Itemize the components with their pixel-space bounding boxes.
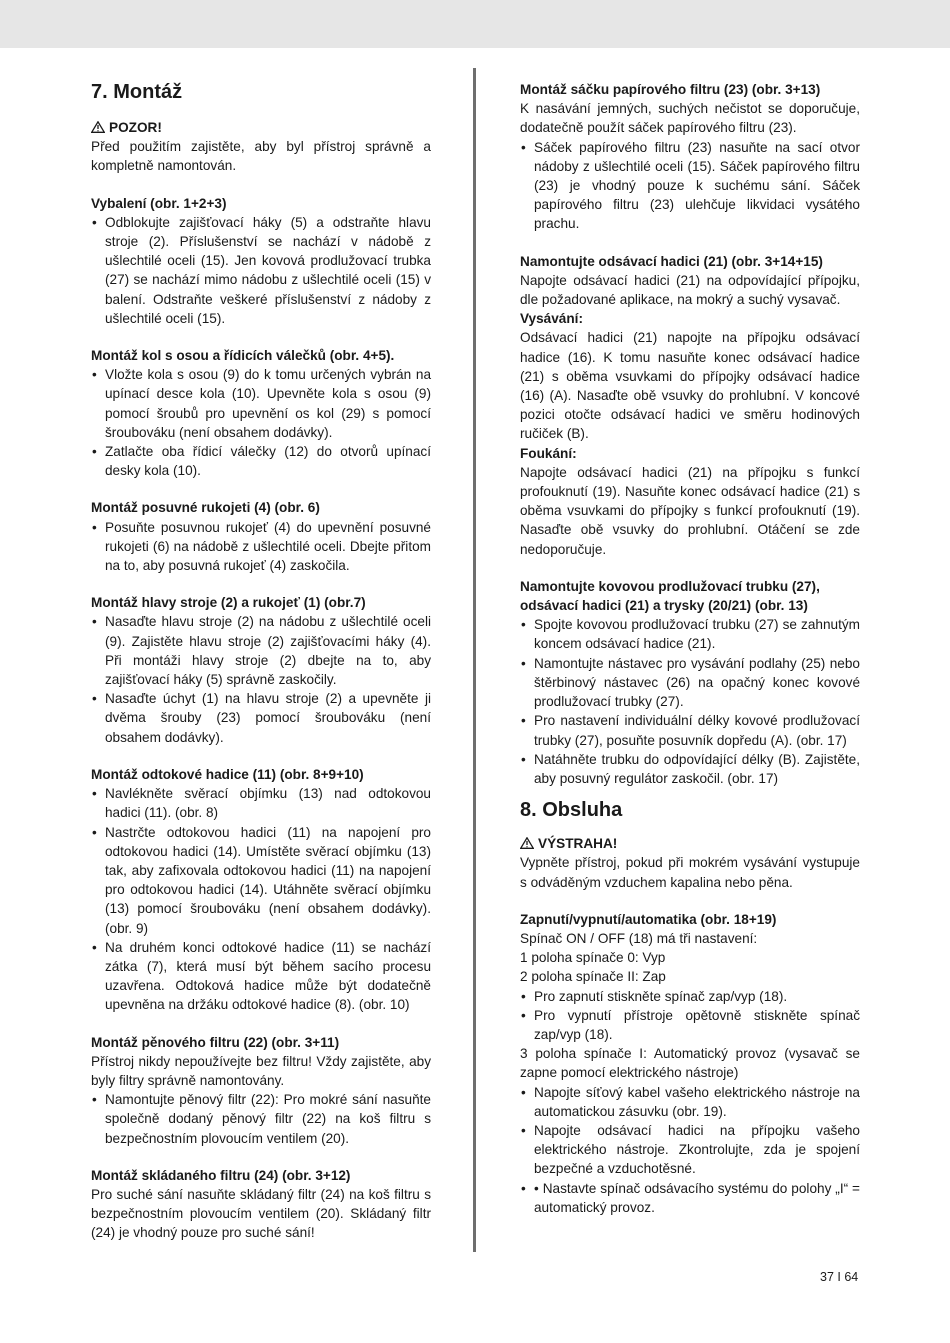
warning-block — [520, 834, 860, 892]
bullet-list — [520, 1083, 860, 1217]
section-heading: Montáž sáčku papírového filtru (23) (obr. 3+13) — [520, 82, 821, 97]
bullet-list — [91, 518, 431, 576]
chapter-title: 7. Montáž — [91, 81, 183, 103]
warning-triangle-icon — [91, 121, 105, 133]
list-item: • Pro vypnutí přístroje opětovně stiskněte spínač zap/vyp (18). — [520, 1006, 860, 1044]
list-item: • Pro nastavení individuální délky kovové prodlužovací trubky (27), posuňte posuvník dopředu (A). (obr. 17) — [520, 711, 860, 749]
chapter-block — [520, 798, 860, 822]
section-block — [91, 194, 431, 328]
section-text: K nasávání jemných, suchých nečistot se doporučuje, dodatečně použít sáček papírového filtru (23). — [520, 101, 860, 136]
list-item: • Posuňte posuvnou rukojeť (4) do upevnění posuvné rukojeti (6) na nádobě z ušlechtilé oceli. Dbejte přitom na to, aby posuvná rukojeť (4) zaskočila. — [91, 518, 431, 576]
chapter-block — [91, 80, 431, 104]
list-item: • • Nastavte spínač odsávacího systému do polohy „I“ = automatický provoz. — [520, 1179, 860, 1217]
section-heading: Namontujte kovovou prodlužovací trubku (27), odsávací hadici (21) a trysky (20/21) (obr. 13) — [520, 578, 820, 614]
bullet-list — [91, 365, 431, 480]
section-heading: Montáž skládaného filtru (24) (obr. 3+12) — [91, 1167, 351, 1183]
list-item: • Namontujte nástavec pro vysávání podlahy (25) nebo štěrbinový nástavec (26) na opačný konec kovové prodlužovací trubky (27). — [520, 654, 860, 712]
section-heading: Montáž odtokové hadice (11) (obr. 8+9+10) — [91, 766, 364, 782]
subsection-text: Napojte odsávací hadici (21) na přípojku s funkcí profouknutí (19). Nasuňte konec odsávací hadice (21) s oběma vsuvkami do přípojky s funkcí profouknutí (19). Nasaďte obě vsuvky do prohlubní. Otáčení se zde nedoporučuje. — [520, 464, 860, 557]
section-text: 3 poloha spínače I: Automatický provoz (vysavač se zapne pomocí elektrického nástroje) — [520, 1046, 860, 1081]
section-text: Napojte odsávací hadici (21) na odpovídající přípojku, dle požadované aplikace, na mokrý a suchý vysavač. — [520, 272, 860, 308]
bullet-list — [91, 1090, 431, 1148]
warning-triangle-icon — [520, 837, 534, 849]
bullet-list — [91, 784, 431, 1014]
section-line: Spínač ON / OFF (18) má tři nastavení: — [520, 930, 758, 946]
section-block — [91, 1166, 431, 1243]
chapter-title: 8. Obsluha — [520, 799, 623, 822]
bullet-list — [520, 615, 860, 788]
warning-text: Před použitím zajistěte, aby byl přístroj správně a kompletně namontován. — [91, 139, 431, 174]
section-block — [91, 593, 431, 747]
section-text: Přístroj nikdy nepoužívejte bez filtru! Vždy zajistěte, aby byly filtry správně namontovány. — [91, 1053, 431, 1088]
left-column — [91, 70, 431, 1243]
list-item: • Pro zapnutí stiskněte spínač zap/vyp (18). — [520, 987, 860, 1006]
list-item: • Nasaďte hlavu stroje (2) na nádobu z ušlechtilé oceli (9). Zajistěte hlavu stroje (2) zajišťovacími háky (4). Při montáži hlavy stroje (2) dbejte na to, aby zajišťovací háky (5) správně zaskočily. — [91, 612, 431, 689]
section-block — [91, 346, 431, 480]
right-column — [520, 70, 860, 1217]
list-item: • Vložte kola s osou (9) do k tomu určených vybrán na upínací desce kola (10). Upevněte kola s osou (9) pomocí šroubů pro upevnění os kol (29) s pomocí šroubováku (není obsahem dodávky). — [91, 365, 431, 442]
list-item: • Zatlačte oba řídicí válečky (12) do otvorů upínací desky kola (10). — [91, 442, 431, 480]
list-item: • Na druhém konci odtokové hadice (11) se nachází zátka (7), která musí být během sacího procesu uzavřena. Odtoková hadice může být dodatečně upevněna na držáku odtokové hadice (8). (obr. 10) — [91, 938, 431, 1015]
section-heading: Montáž hlavy stroje (2) a rukojeť (1) (obr.7) — [91, 595, 366, 611]
warning-block — [91, 118, 431, 176]
list-item: • Natáhněte trubku do odpovídající délky (B). Zajistěte, aby posuvný regulátor zaskočil. (obr. 17) — [520, 750, 860, 788]
section-block — [91, 765, 431, 1015]
section-block — [91, 1033, 431, 1148]
warning-title-text: VÝSTRAHA! — [538, 836, 618, 852]
list-item: • Napojte odsávací hadici na přípojku vašeho elektrického nástroje. Zkontrolujte, zda je spojení bezpečné a vzduchotěsné. — [520, 1121, 860, 1179]
list-item: • Nasaďte úchyt (1) na hlavu stroje (2) a upevněte ji dvěma šrouby (23) pomocí šroubováku (není obsahem dodávky). — [91, 689, 431, 747]
section-heading: Montáž pěnového filtru (22) (obr. 3+11) — [91, 1034, 340, 1050]
list-item: • Napojte síťový kabel vašeho elektrického nástroje na automatickou zásuvku (obr. 19). — [520, 1083, 860, 1121]
bullet-list — [520, 987, 860, 1045]
list-item: • Navlékněte svěrací objímku (13) nad odtokovou hadici (11). (obr. 8) — [91, 784, 431, 822]
subsection-heading: Foukání: — [520, 445, 577, 461]
section-line: 1 poloha spínače 0: Vyp — [520, 950, 666, 966]
subsection-text: Odsávací hadici (21) napojte na přípojku odsávací hadice (16). K tomu nasuňte konec odsávací hadice (21) s oběma vsuvkami do přípojky odsávací hadice (16) (A). Nasaďte obě vsuvky do prohlubní. V koncové pozici otočte odsávací hadici ve směru hodinových ručiček (B). — [520, 330, 860, 442]
bullet-list — [91, 612, 431, 746]
bullet-list — [520, 138, 860, 234]
subsection-heading: Vysávání: — [520, 311, 583, 327]
column-divider — [473, 68, 476, 1252]
section-heading: Montáž kol s osou a řídicích válečků (obr. 4+5). — [91, 348, 395, 364]
warning-title — [91, 118, 431, 137]
list-item: • Spojte kovovou prodlužovací trubku (27) se zahnutým koncem odsávací hadice (21). — [520, 615, 860, 653]
section-heading: Vybalení (obr. 1+2+3) — [91, 195, 227, 211]
section-block — [520, 910, 860, 1217]
warning-title — [520, 834, 860, 853]
page-number: 37 I 64 — [820, 1270, 859, 1284]
section-heading: Zapnutí/vypnutí/automatika (obr. 18+19) — [520, 911, 777, 927]
list-item: • Odblokujte zajišťovací háky (5) a odstraňte hlavu stroje (2). Příslušenství se nachází v nádobě z ušlechtilé oceli (15). Jen kovová prodlužovací trubka (27) se nachází mimo nádobu z ušlechtilé oceli (15) v balení. Odstraňte veškeré příslušenství z nádoby z ušlechtilé oceli (15). — [91, 213, 431, 328]
section-block — [520, 80, 860, 234]
section-block — [91, 498, 431, 575]
list-item: • Sáček papírového filtru (23) nasuňte na sací otvor nádoby z ušlechtilé oceli (15). Sáček papírového filtru (23) je vhodný pouze k suchému sání. Sáček papírového filtru (23) ulehčuje likvidaci vysátého prachu. — [520, 138, 860, 234]
section-text: Pro suché sání nasuňte skládaný filtr (24) na koš filtru s bezpečnostním plovoucím ventilem (20). Skládaný filtr (24) je vhodný pouze pro suché sání! — [91, 1186, 431, 1241]
warning-title-text: POZOR! — [109, 120, 162, 135]
section-block — [520, 577, 860, 788]
bullet-list — [91, 213, 431, 328]
list-item: • Namontujte pěnový filtr (22): Pro mokré sání nasuňte společně dodaný pěnový filtr (22) na koš filtru s bezpečnostním plovoucím ventilem (20). — [91, 1090, 431, 1148]
warning-text: Vypněte přístroj, pokud při mokrém vysávání vystupuje s odváděným vzduchem kapalina nebo pěna. — [520, 855, 860, 890]
section-block — [520, 252, 860, 559]
section-heading: Namontujte odsávací hadici (21) (obr. 3+14+15) — [520, 253, 823, 269]
header-band — [0, 0, 950, 48]
section-heading: Montáž posuvné rukojeti (4) (obr. 6) — [91, 500, 320, 516]
list-item: • Nastrčte odtokovou hadici (11) na napojení pro odtokovou hadici (14). Umístěte svěrací objímku (13) tak, aby zafixovala odtokovou hadici (11) na napojení pro odtokovou hadici (14). Utáhněte svěrací objímku (13) pomocí šroubováku (není obsahem dodávky). (obr. 9) — [91, 823, 431, 938]
section-line: 2 poloha spínače II: Zap — [520, 969, 666, 985]
